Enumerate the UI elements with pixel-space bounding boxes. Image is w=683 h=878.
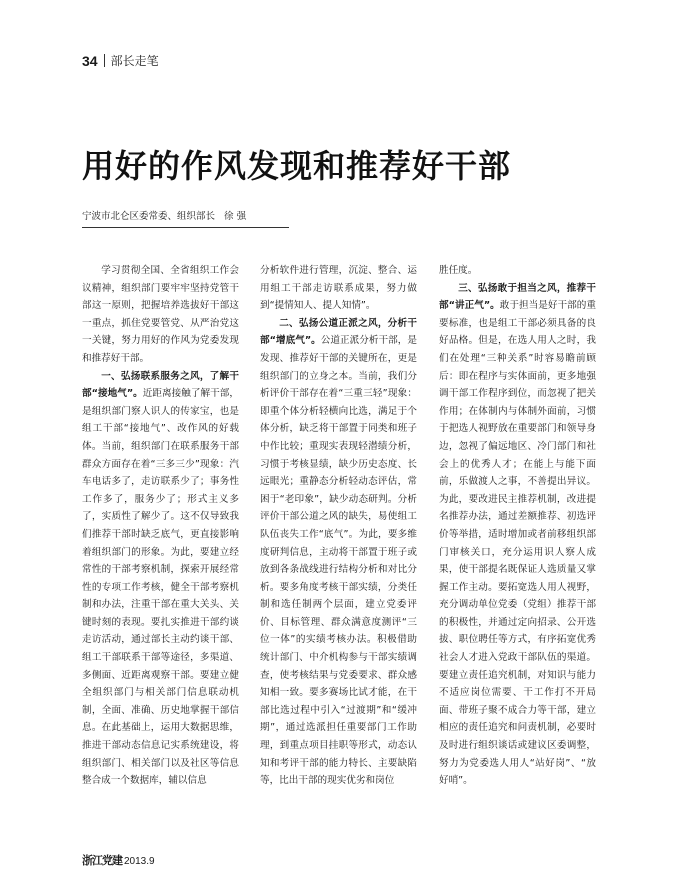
section-heading: 二、弘扬公道正派之风，分析干部“增底气”。 — [260, 317, 417, 347]
page-header — [82, 52, 159, 69]
header-divider — [104, 54, 105, 67]
section-heading: 一、弘扬联系服务之风，了解干部“接地气”。 — [82, 370, 239, 400]
byline — [82, 208, 246, 222]
byline-rule — [82, 227, 289, 228]
author-affiliation: 宁波市北仑区委常委、组织部长 — [82, 211, 216, 222]
author-name: 徐 强 — [224, 211, 247, 222]
paragraph — [439, 262, 596, 280]
section-heading: 三、弘扬敢于担当之风，推荐干部“讲正气”。 — [439, 282, 596, 312]
article-title: 用好的作风发现和推荐好干部 — [82, 147, 512, 186]
paragraph-text: 近距离接触了解干部，是组织部门察人识人的传家宝，也是组工干部“接地气”、改作风的好载体。当前，组织部门在联系服务干部群众方面存在着“三多三少”现象：汽车电话多了，走访联系少了；事务性工作多了，服务少了；形式主义多了，实质性了解少了。这不仅导致我们推荐干部时缺乏底气，更直接影响着组织部门的形象。为此，要建立经常性的干部考察机制，探索开展经常性的专项工作考核，健全干部考察机制和办法，注重干部在重大关头、关键时刻的表现。要扎实推进干部约谈走访活动，通过部长主动约谈干部、组工干部联系干部等途径，多渠道、多侧面、近距离观察干部。要建立健全组织部门与相关部门信息联动机制，全面、准确、历史地掌握干部信息。在此基础上，运用大数据思维，推进干部动态信息记实系统建设，将组织部门、相关部门以及社区等信息整合成一个数据库，辅以信息 — [82, 388, 239, 787]
issue-number: 2013.9 — [124, 856, 155, 867]
page-number: 34 — [82, 52, 98, 69]
paragraph — [82, 368, 239, 790]
paragraph — [260, 315, 417, 790]
text-column-3 — [439, 262, 596, 790]
text-column-2 — [260, 262, 417, 790]
paragraph — [439, 280, 596, 790]
page-footer — [82, 852, 155, 868]
magazine-logo: 浙江党建 — [82, 854, 122, 867]
paragraph-text: 敢于担当是好干部的重要标准，也是组工干部必须具备的良好品格。但是，在选人用人之时，我们在处理“三种关系”时容易瞻前顾后：即在程序与实体面前，更多地强调干部工作程序到位，而忽视了把关作用；在体制内与体制外面前，习惯于把选人视野放在重要部门和领导身边，忽视了偏远地区、冷门部门和社会上的优秀人才；在能上与能下面前，乐做渡人之事，不善提出异议。为此，要改进民主推荐机制，改进提名推荐办法，通过差额推荐、初选评价等举措，适时增加或者前移组织部门审核关口，充分运用识人察人成果，使干部提名既保证人选质量又掌握工作主动。要拓宽选人用人视野，充分调动单位党委（党组）推荐干部的积极性，并通过定向招录、公开选拔、职位聘任等方式，有序拓宽优秀社会人才进入党政干部队伍的渠道。要建立责任追究机制，对知识与能力不适应岗位需要、干工作打不开局面、带班子聚不成合力等干部，建立相应的责任追究和问责机制，必要时及时进行组织谈话或建议区委调整，努力为党委选人用人“站好岗”、“放好哨”。 — [439, 300, 596, 787]
paragraph — [260, 262, 417, 315]
paragraph — [82, 262, 239, 368]
paragraph-text: 学习贯彻全国、全省组织工作会议精神，组织部门要牢牢坚持党管干部这一原则，把握培养选拔好干部这一重点，抓住党要管党、从严治党这一关键，努力用好的作风为党委发现和推荐好干部。 — [82, 265, 239, 364]
section-name: 部长走笔 — [110, 54, 159, 68]
paragraph-text: 公道正派分析干部，是发现、推荐好干部的关键所在，更是组织部门的立身之本。当前，我们分析评价干部存在着“三重三轻”现象：即重个体分析轻横向比选，满足于个体分析，缺乏将干部置于同类和班子中作比较；重现实表现轻潜绩分析，习惯于考核显绩，缺少历史态度、长远眼光；重静态分析轻动态评估，常困于“老印象”，缺少动态研判。分析评价干部公道之风的缺失，易使组工队伍丧失工作“底气”。为此，要多维度研判信息，主动将干部置于班子或放到各条战线进行结构分析和对比分析。要多角度考核干部实绩，分类任制和选任制两个层面，建立党委评价、目标管理、群众满意度测评“三位一体”的实绩考核办法。积极借助统计部门、中介机构参与干部实绩调查，使考核结果与党委要求、群众感知相一致。要多赛场比试才能，在干部比选过程中引入“过渡期”和“缓冲期”，通过选派担任重要部门工作助理，到重点项目挂职等形式，动态认知和考评干部的能力特长、主要缺陷等，比出干部的现实优劣和岗位 — [260, 335, 417, 787]
text-column-1 — [82, 262, 239, 790]
paragraph-text: 分析软件进行管理，沉淀、整合、运用组工干部走访联系成果，努力做到“提情知人、提人知情”。 — [260, 265, 417, 312]
paragraph-text: 胜任度。 — [439, 265, 478, 276]
